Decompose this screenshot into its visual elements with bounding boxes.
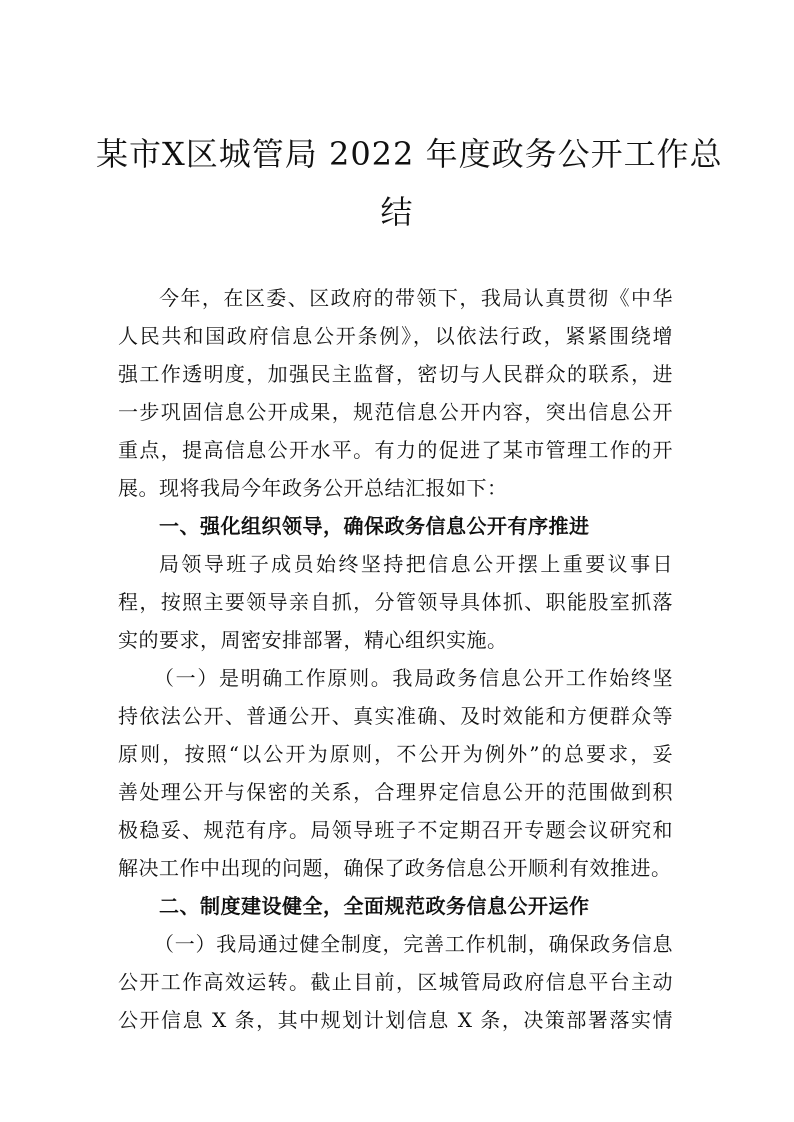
paragraph-intro-line: 一步巩固信息公开成果，规范信息公开内容，突出信息公开	[118, 400, 673, 424]
paragraph-leadership-line: 局领导班子成员始终坚持把信息公开摆上重要议事日	[159, 552, 673, 576]
paragraph-intro-line: 重点，提高信息公开水平。有力的促进了某市管理工作的开	[118, 438, 673, 462]
paragraph-intro-line: 强工作透明度，加强民主监督，密切与人民群众的联系，进	[118, 362, 673, 386]
paragraph-intro-line: 人民共和国政府信息公开条例》，以依法行政，紧紧围绕增	[118, 324, 673, 348]
paragraph-leadership-line: 程，按照主要领导亲自抓，分管领导具体抓、职能股室抓落	[118, 590, 673, 614]
paragraph-system-line: 公开信息 X 条，其中规划计划信息 X 条，决策部署落实情	[118, 1008, 673, 1032]
paragraph-system-line: （一）我局通过健全制度，完善工作机制，确保政务信息	[154, 932, 673, 956]
paragraph-principle-line: （一）是明确工作原则。我局政务信息公开工作始终坚	[154, 666, 673, 690]
document-title-line-2: 结	[380, 193, 414, 231]
section-heading-2: 二、制度建设健全，全面规范政务信息公开运作	[159, 894, 590, 918]
paragraph-principle-line: 解决工作中出现的问题，确保了政务信息公开顺利有效推进。	[118, 856, 672, 880]
section-heading-1: 一、强化组织领导，确保政务信息公开有序推进	[159, 514, 590, 538]
paragraph-system-line: 公开工作高效运转。截止目前，区城管局政府信息平台主动	[118, 970, 673, 994]
paragraph-intro-line: 展。现将我局今年政务公开总结汇报如下：	[118, 476, 508, 500]
paragraph-principle-line: 极稳妥、规范有序。局领导班子不定期召开专题会议研究和	[118, 818, 673, 842]
paragraph-principle-line: 持依法公开、普通公开、真实准确、及时效能和方便群众等	[118, 704, 673, 728]
paragraph-principle-line: 原则，按照“以公开为原则，不公开为例外”的总要求，妥	[118, 742, 673, 766]
paragraph-principle-line: 善处理公开与保密的关系，合理界定信息公开的范围做到积	[118, 780, 673, 804]
paragraph-leadership-line: 实的要求，周密安排部署，精心组织实施。	[118, 628, 508, 652]
paragraph-intro-line: 今年，在区委、区政府的带领下，我局认真贯彻《中华	[159, 286, 673, 310]
document-title-line-1: 某市X区城管局 2022 年度政务公开工作总	[96, 135, 723, 173]
